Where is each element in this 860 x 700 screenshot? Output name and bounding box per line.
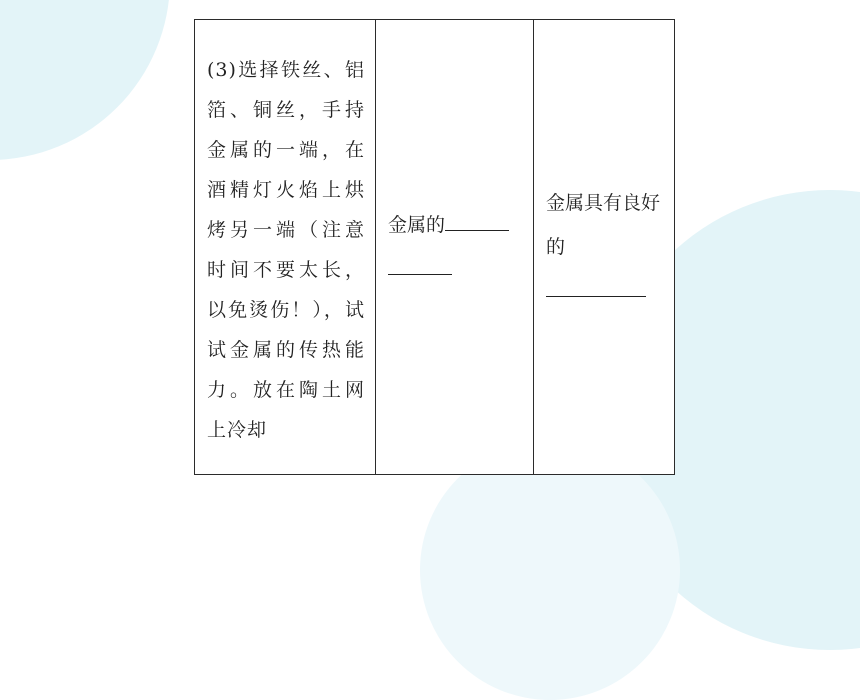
decorative-circle-bottom	[420, 440, 680, 700]
conclusion-blank[interactable]	[546, 274, 646, 297]
table-row	[195, 20, 675, 475]
procedure-cell	[195, 20, 376, 475]
answer-blank-continued[interactable]	[388, 252, 452, 275]
phenomenon-cell	[376, 20, 534, 475]
conclusion-cell	[534, 20, 675, 475]
conclusion-line2-prefix: 的	[546, 236, 566, 258]
experiment-table	[194, 19, 675, 475]
conclusion-line1: 金属具有良好	[546, 192, 661, 214]
answer-blank[interactable]	[445, 208, 509, 231]
phenomenon-prefix: 金属的	[388, 214, 446, 236]
decorative-circle-top-left	[0, 0, 170, 160]
procedure-text: (3)选择铁丝、铝箔、铜丝，手持金属的一端，在酒精灯火焰上烘烤另一端（注意时间不要太长，以免烫伤！），试试金属的传热能力。放在陶土网上冷却	[207, 59, 365, 441]
